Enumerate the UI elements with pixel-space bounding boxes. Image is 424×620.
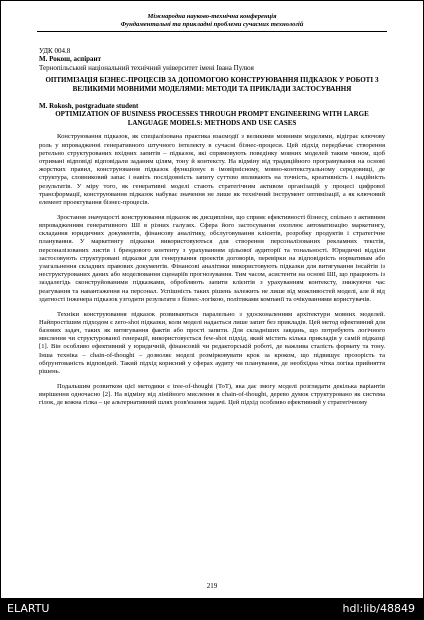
conference-header (37, 13, 387, 32)
conference-subtitle: Фундаментальні та прикладні проблеми сучасних технологій (120, 21, 304, 28)
conference-name: Міжнародна науково-технічна конференція (147, 13, 277, 20)
title-en: OPTIMIZATION OF BUSINESS PROCESSES THROUGH PROMPT ENGINEERING WITH LARGE LANGUAGE MODELS: METHODS AND USE CASES (55, 110, 369, 127)
handle-link[interactable]: hdl:lib/48849 (342, 602, 415, 615)
article-body (39, 47, 385, 414)
paragraph: Подальшим розвитком цієї методики є tree-of-thought (ToT), яка дає змогу моделі розглядати декілька варіантів вирішення одночасно [2]. На відміну від лінійного мислення в chain-of-thought, дерево думок структуровано як система гілок, де кожна гілка – це альтернативний шлях розв'язання задачі. Цей підхід особливо ефективний у стратегічному (39, 382, 385, 407)
affiliation: Тернопільський національний технічний університет імені Івана Пулюя (39, 63, 254, 72)
author-en: M. Rokosh, postgraduate student (39, 101, 139, 110)
page-number: 219 (206, 582, 218, 590)
paragraph: Техніки конструювання підказок розвиваються паралельно з удосконаленням архітектури мовних моделей. Найпростішим підходом є zero-shot підказки, коли моделі надається лише запит без прикладів. Цей метод ефективний для базових задач, таких як витягування фактів або прості запити. Для складніших завдань, що потребують логічного мислення чи структурованої генерації, використовується few-shot підхід, який містить кілька прикладів у самій підказці [1]. Він особливо ефективний у юридичній, фінансовій чи редакторській роботі, де важлива сталість формату та тону. Інша техніка – chain-of-thought – дозволяє моделі розмірковувати крок за кроком, що підвищує прозорість та обґрунтованість відповідей. Такий підхід корисний у сферах аудиту чи планування, де необхідна чітка логіка прийняття рішень. (39, 310, 385, 376)
repository-name: ELARTU (7, 602, 50, 615)
repository-footer (1, 598, 423, 620)
paragraph: Конструювання підказок, як спеціалізована практика взаємодії з великими мовними моделями, відіграє ключову роль у впровадженні генеративного штучного інтелекту в сучасні бізнес-процеси. Цей підхід передбачає створення ретельно структурованих вхідних запитів – підказок, які спрямовують поведінку мовних моделей таким чином, щоб отримані відповіді відповідали заданим цілям, тону й контексту. На відміну від традиційного програмування на основі жорстких правил, конструювання підказок функціонує в імовірнісному, мовно-контекстуальному середовищі, де структура, словниковий запас і навіть послідовність запиту суттєво впливають на точність, креативність і надійність результатів. У міру того, як генеративні моделі стають стратегічним активом організацій у процесі цифрової трансформації, конструювання підказок набуває значення не лише як технічний інструмент оптимізації, а як ключовий елемент проектування бізнес-процесів. (39, 133, 385, 207)
udk-code: УДК 004.8 (39, 47, 71, 55)
title-ua: ОПТИМІЗАЦІЯ БІЗНЕС-ПРОЦЕСІВ ЗА ДОПОМОГОЮ КОНСТРУЮВАННЯ ПІДКАЗОК У РОБОТІ З ВЕЛИКИМИ МОВНИМИ МОДЕЛЯМИ: МЕТОДИ ТА ПРИКЛАДИ ЗАСТОСУВАННЯ (45, 76, 379, 94)
paragraph: Зростання значущості конструювання підказок як дисципліни, що сприяє ефективності бізнесу, спільно з активним впровадженням генеративного ШІ в різних галузях. Сфера його застосування охоплює автоматизацію маркетингу, складання юридичних документів, фінансову аналітику, обслуговування клієнтів, розробку продуктів і стратегічне планування. У маркетингу підказки використовуються для створення персоналізованих рекламних текстів, персоналізованих листів і брендового контенту з урахуванням цільової аудиторії та тональності. Юридичні відділи застосовують структуровані підказки для генерування проектів договорів, перевірки на відповідність нормативам або узагальнення складних правових документів. Фінансові аналітики використовують підказки для витягування інсайтів із неструктурованих даних або моделювання сценаріїв прогнозування. Тим часом, асистенти на основі ШІ, що працюють із заздалегідь сконструйованими підказками, обробляють запити клієнтів з урахуванням контексту, знижуючи час реагування та навантаження на персонал. Успішність таких рішень залежить не лише від можливостей моделі, але й від здатності інженера підказок узгодити результати з бізнес-логікою, політиками компанії та очікуваннями користувачів. (39, 213, 385, 303)
author-ua: М. Рокош, аспірант (39, 55, 102, 64)
